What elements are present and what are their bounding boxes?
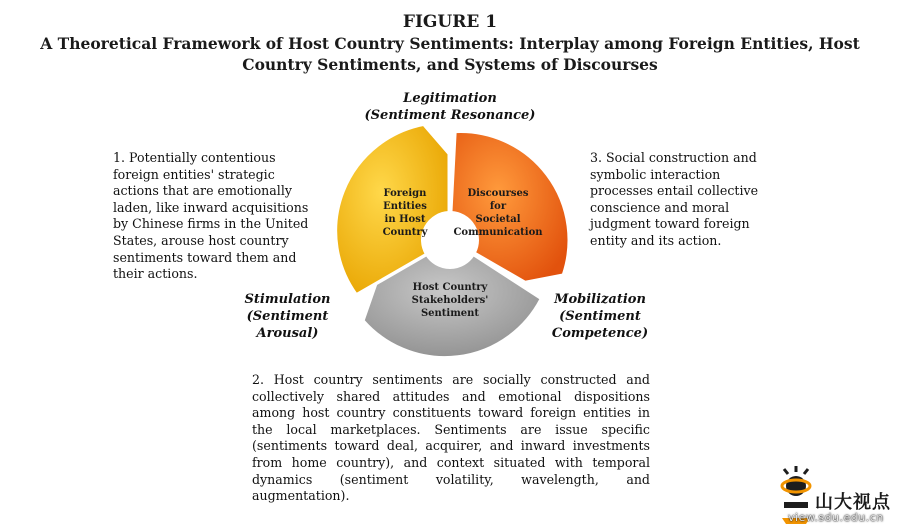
note-2: 2. Host country sentiments are socially constructed and collectively shared attitudes and emotional dispositions among host country constituents toward foreign entities in the local marketplaces. Sentiments are issue specific (sentiments toward deal, acquirer, and inward investments from home country), and context situated with temporal dynamics (sentiment volatility, wavelength, and augmentation).: [252, 372, 650, 504]
note-3: 3. Social construction and symbolic interaction processes entail collective conscience and moral judgment toward foreign entity and its action.: [590, 150, 759, 248]
node-legitimation: Legitimation (Sentiment Resonance): [364, 91, 536, 123]
node-mobilization: Mobilization (Sentiment Competence): [551, 292, 649, 341]
watermark-text: 山大视点: [815, 492, 891, 513]
segment-label-foreign: Foreign Entities in Host Country: [382, 188, 428, 238]
note-1: 1. Potentially contentious foreign entities' strategic actions that are emotionally laden, like inward acquisitions by Chinese firms in the United States, arouse host country sentiments toward them and their actions.: [113, 150, 309, 282]
watermark-url: view.sdu.edu.cn: [788, 511, 884, 524]
node-stimulation: Stimulation (Sentiment Arousal): [244, 292, 331, 341]
figure-title: A Theoretical Framework of Host Country Sentiments: Interplay among Foreign Entities, Host Country Sentiments, and Systems of Discourses: [40, 34, 860, 74]
figure-label: FIGURE 1: [402, 12, 498, 32]
segment-label-discourses: Discourses for Societal Communication: [453, 188, 543, 238]
segment-label-sentiment: Host Country Stakeholders' Sentiment: [411, 281, 489, 319]
